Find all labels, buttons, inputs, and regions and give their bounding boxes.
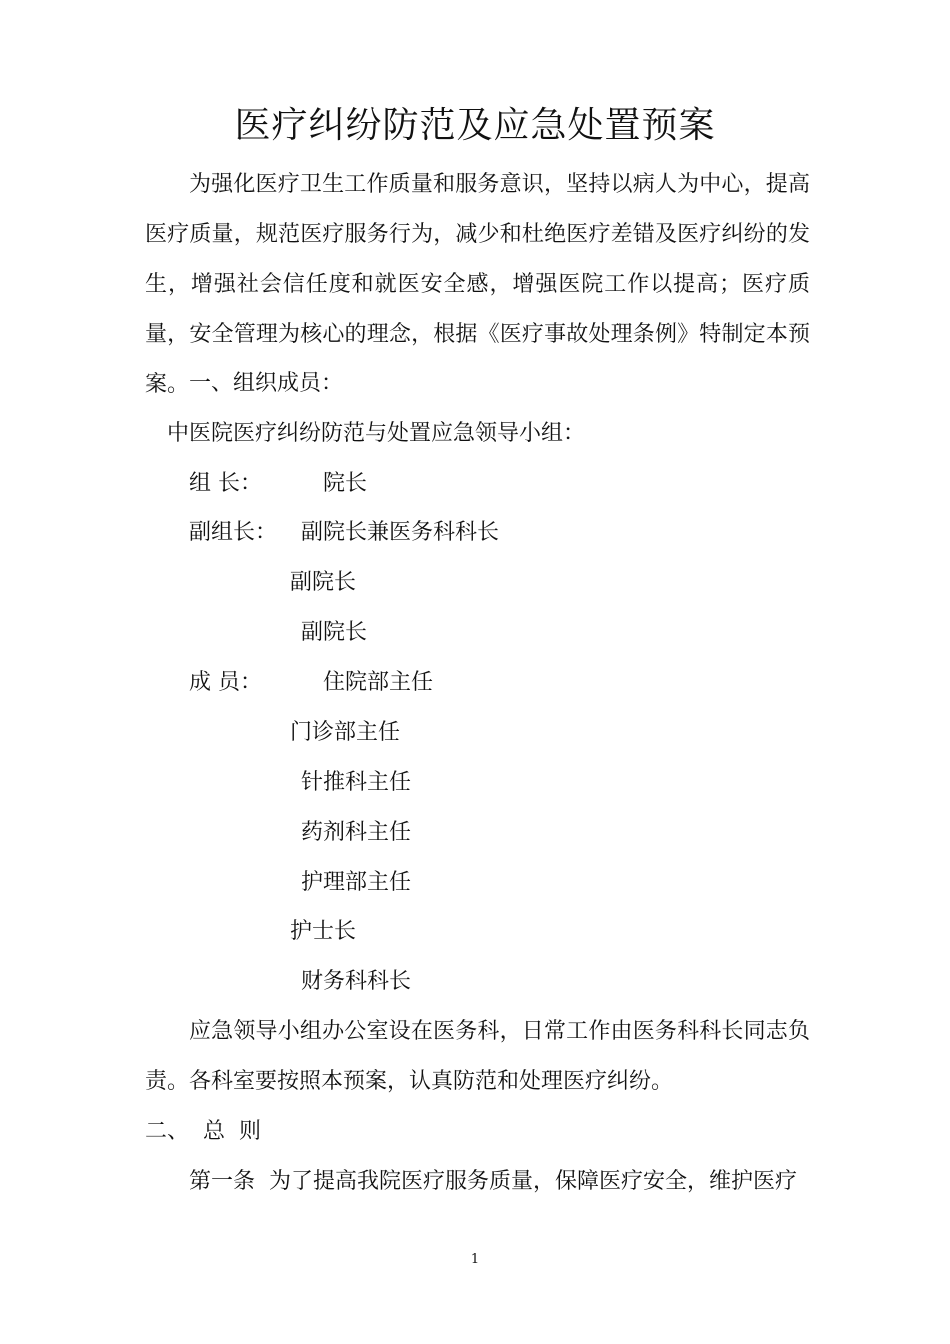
member-value: 护理部主任	[301, 870, 412, 895]
section1-heading: 一、组织成员：	[189, 371, 344, 396]
page-number: 1	[470, 1252, 480, 1267]
member-label: 成 员：	[189, 670, 262, 695]
office-paragraph: 应急领导小组办公室设在医务科，日常工作由医务科科长同志负责。各科室要按照本预案，认真防范和处理医疗纠纷。	[145, 1019, 810, 1094]
member-value: 药剂科主任	[301, 820, 412, 845]
intro-paragraph: 为强化医疗卫生工作质量和服务意识，坚持以病人为中心，提高医疗质量，规范医疗服务行为，减少和杜绝医疗差错及医疗纠纷的发生，增强社会信任度和就医安全感，增强医院工作以提高；医疗质量，安全管理为核心的理念，根据《医疗事故处理条例》特制定本预案。	[145, 172, 810, 397]
section2-heading: 二、 总 则	[145, 1119, 261, 1144]
office-paragraph-block	[145, 1007, 810, 1107]
deputy-value: 副院长兼医务科科长	[301, 520, 500, 545]
deputy-value: 副院长	[301, 620, 368, 645]
group-name: 中医院医疗纠纷防范与处置应急领导小组：	[167, 421, 586, 446]
deputy-label: 副组长：	[189, 520, 278, 545]
leader-value: 院长	[323, 471, 368, 496]
member-value: 针推科主任	[301, 770, 412, 795]
article1-text: 第一条 为了提高我院医疗服务质量，保障医疗安全，维护医疗	[189, 1169, 797, 1194]
deputy-value: 副院长	[290, 570, 357, 595]
member-value: 住院部主任	[323, 670, 434, 695]
member-value: 门诊部主任	[290, 720, 401, 745]
member-value: 护士长	[290, 919, 357, 944]
leader-label: 组 长：	[189, 471, 262, 496]
member-value: 财务科科长	[301, 969, 412, 994]
document-title: 医疗纠纷防范及应急处置预案	[234, 105, 716, 146]
